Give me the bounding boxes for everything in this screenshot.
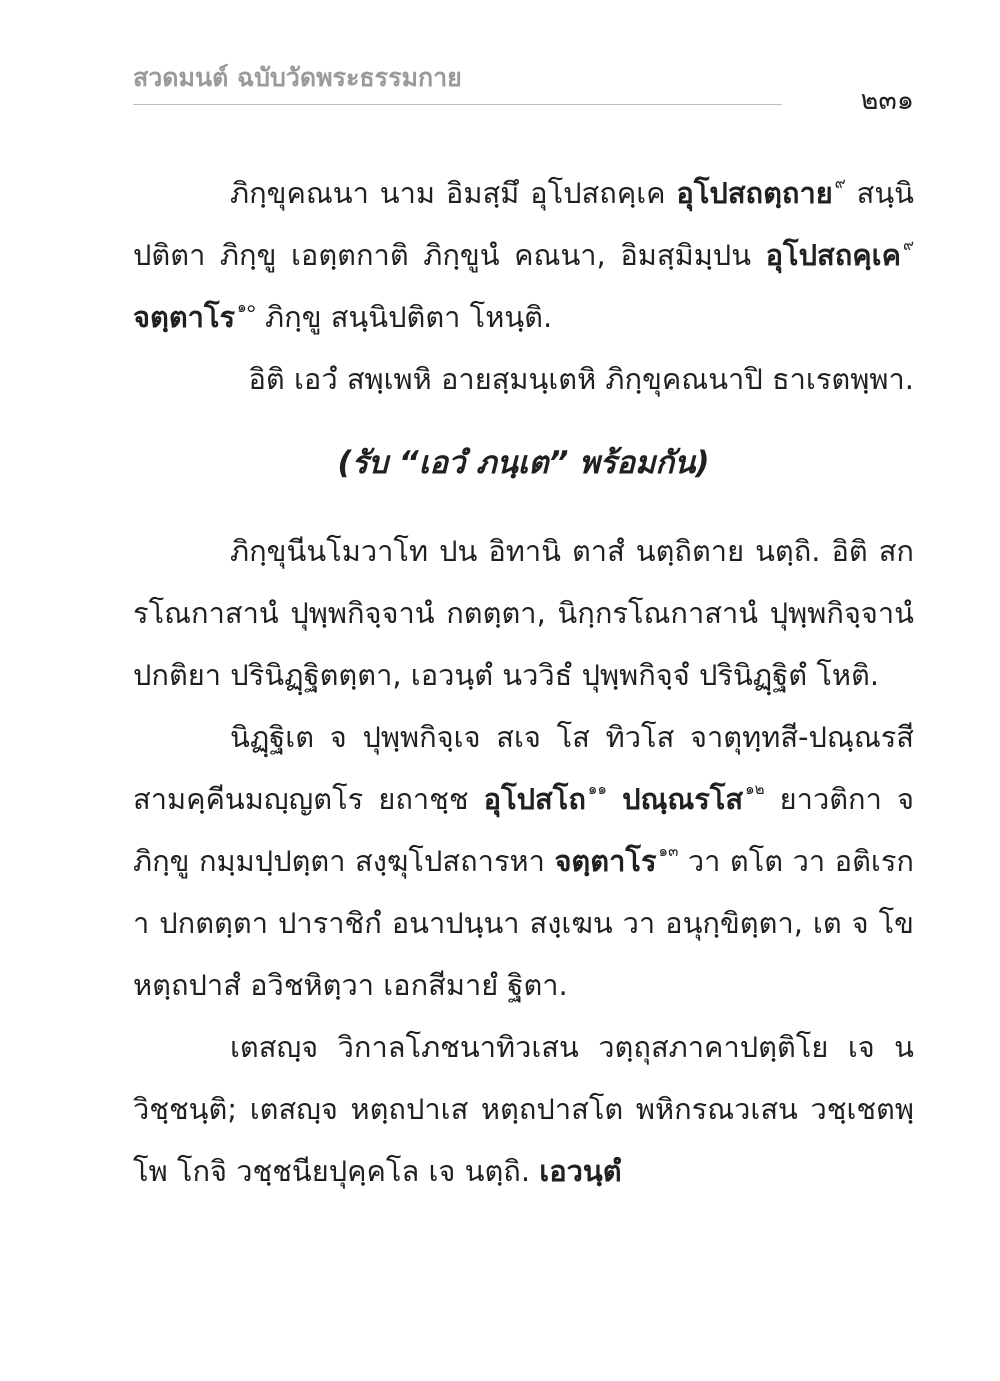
body-text bbox=[133, 162, 914, 1202]
text-span: ภิกฺขุคณนา นาม อิมสฺมึ อุโปสถคฺเค bbox=[230, 176, 677, 210]
footnote-marker: ๑๒ bbox=[745, 780, 765, 798]
bold-term: ปณฺณรโส bbox=[622, 782, 744, 816]
footnote-marker: ๑๑ bbox=[587, 780, 607, 798]
bold-term: จตฺตาโร bbox=[133, 300, 236, 334]
text-span: สนฺนิปติตา ภิกฺขู เอตฺตกาติ ภิกฺขูนํ คณนา, อิมสฺมิมฺปน bbox=[133, 176, 914, 272]
text-span bbox=[607, 782, 622, 816]
footnote-marker: ๙ bbox=[834, 174, 846, 192]
header-title: สวดมนต์ ฉบับวัดพระธรรมกาย bbox=[133, 63, 462, 92]
paragraph-2: อิติ เอวํ สพฺเพหิ อายสฺมนฺเตหิ ภิกฺขุคณนาปิ ธาเรตพฺพา. bbox=[248, 362, 914, 396]
text-span: เตสญฺจ วิกาลโภชนาทิวเสน วตฺถุสภาคาปตฺติโย เจ น วิชฺชนฺติ; เตสญฺจ หตฺถปาเส หตฺถปาสโต พหิกรณวเสน วชฺเชตพฺโพ โกจิ วชฺชนียปุคฺคโล เจ นตฺถิ. bbox=[133, 1030, 914, 1188]
header-divider bbox=[133, 104, 782, 105]
bold-term: อุโปสถคฺเค bbox=[765, 238, 901, 272]
footnote-marker: ๙ bbox=[903, 236, 914, 254]
footnote-marker: ๑๓ bbox=[658, 842, 679, 860]
bold-term: เอวนฺตํ bbox=[539, 1154, 622, 1188]
text-span: วา ตโต วา อติเรกา ปกตตฺตา ปาราชิกํ อนาปนฺนา สงฺเฆน วา อนุกฺขิตฺตา, เต จ โข หตฺถปาสํ อวิชหิตฺวา เอกสีมายํ ฐิตา. bbox=[133, 844, 914, 1002]
paragraph-5 bbox=[133, 1016, 914, 1202]
text-span: ยาวติกา จ ภิกฺขู กมฺมปฺปตฺตา สงฺฆุโปสถารหา bbox=[133, 782, 914, 878]
response-heading: (รับ “เอวํ ภนฺเต” พร้อมกัน) bbox=[337, 445, 710, 481]
paragraph-3: ภิกฺขุนีนโมวาโท ปน อิทานิ ตาสํ นตฺถิตาย นตฺถิ. อิติ สกรโณกาสานํ ปุพฺพกิจฺจานํ กตตฺตา, นิกฺกรโณกาสานํ ปุพฺพกิจฺจานํ ปกติยา ปรินิฏฺฐิตตฺตา, เอวนฺตํ นววิธํ ปุพฺพกิจฺจํ ปรินิฏฺฐิตํ โหติ. bbox=[133, 534, 914, 692]
footnote-marker: ๑๐ bbox=[237, 298, 256, 316]
page-number: ๒๓๑ bbox=[860, 85, 914, 116]
bold-term: จตฺตาโร bbox=[554, 844, 657, 878]
bold-term: อุโปสถตฺถาย bbox=[676, 176, 833, 210]
paragraph-1 bbox=[133, 162, 914, 348]
bold-term: อุโปสโถ bbox=[483, 782, 586, 816]
text-span: ภิกฺขู สนฺนิปติตา โหนฺติ. bbox=[255, 300, 553, 334]
text-span: นิฏฺฐิเต จ ปุพฺพกิจฺเจ สเจ โส ทิวโส จาตุทฺทสี-ปณฺณรสีสามคฺคีนมญฺญตโร ยถาชฺช bbox=[133, 720, 914, 816]
paragraph-4 bbox=[133, 706, 914, 1016]
